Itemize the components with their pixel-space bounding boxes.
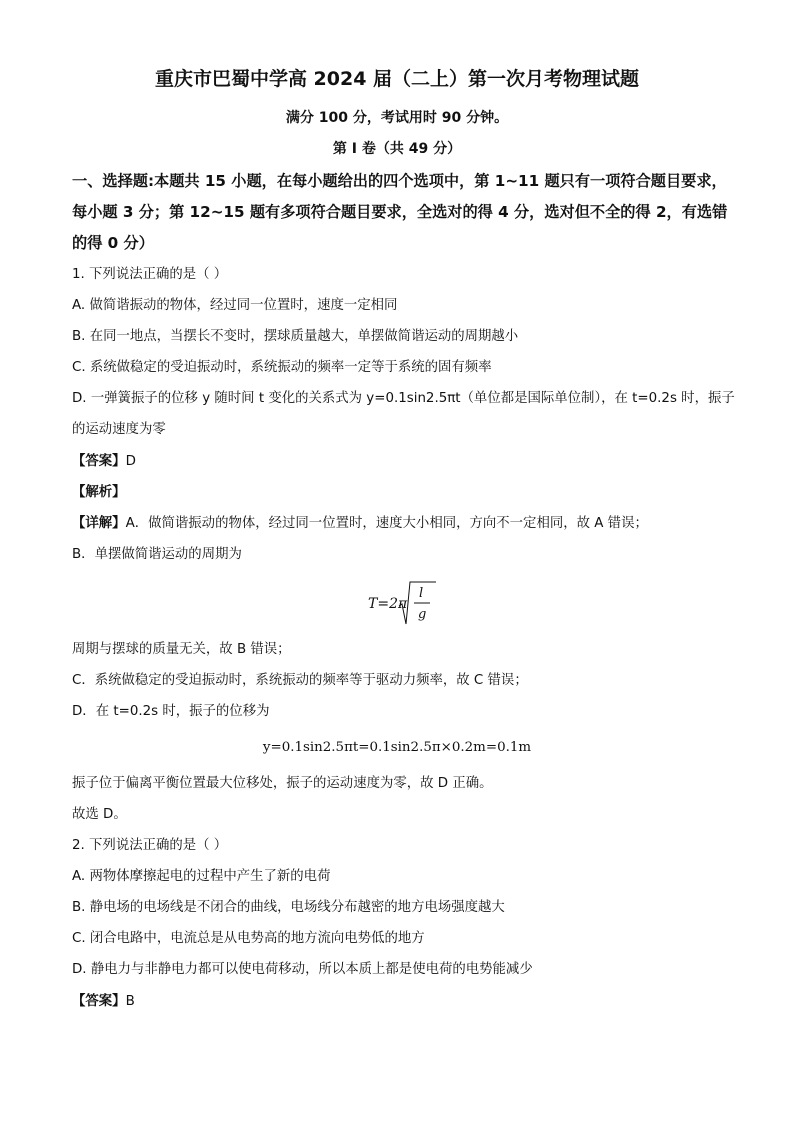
q1-analysis-label: 【解析】 — [72, 485, 126, 500]
q1-option-c: C. 系统做稳定的受迫振动时，系统振动的频率一定等于系统的固有频率 — [72, 360, 492, 375]
q1-stem: 1. 下列说法正确的是（ ） — [72, 267, 228, 282]
q1-detail-b2: 周期与摆球的质量无关，故 B 错误； — [72, 642, 291, 657]
answer-value: B — [125, 994, 135, 1009]
q2-option-a: A. 两物体摩擦起电的过程中产生了新的电荷 — [72, 869, 331, 884]
q2-option-c: C. 闭合电路中，电流总是从电势高的地方流向电势低的地方 — [72, 931, 425, 946]
section-instructions-line-2: 每小题 3 分；第 12~15 题有多项符合题目要求，全选对的得 4 分，选对但不全的得 2，有选错 — [72, 203, 728, 221]
section-instructions-line-3: 的得 0 分） — [72, 234, 154, 252]
q1-option-b: B. 在同一地点，当摆长不变时，摆球质量越大，单摆做简谐运动的周期越小 — [72, 329, 519, 344]
q1-detail-c: C．系统做稳定的受迫振动时，系统振动的频率等于驱动力频率，故 C 错误； — [72, 673, 528, 688]
pendulum-period-formula — [368, 578, 448, 630]
q1-detail-d2: 振子位于偏离平衡位置最大位移处，振子的运动速度为零，故 D 正确。 — [72, 776, 493, 791]
answer-label: 【答案】 — [72, 994, 126, 1009]
q1-option-a: A. 做简谐振动的物体，经过同一位置时，速度一定相同 — [72, 298, 398, 313]
displacement-formula: y=0.1sin2.5πt=0.1sin2.5π×0.2m=0.1m — [262, 740, 532, 755]
volume-heading: 第 I 卷（共 49 分） — [332, 141, 462, 157]
formula-t-2pi: T=2π — [368, 596, 408, 612]
answer-label: 【答案】 — [72, 454, 126, 469]
section-instructions-line-1: 一、选择题:本题共 15 小题，在每小题给出的四个选项中，第 1~11 题只有一项符合题目要求， — [72, 172, 727, 190]
q2-option-d: D. 静电力与非静电力都可以使电荷移动，所以本质上都是使电荷的电势能减少 — [72, 962, 533, 977]
detail-label: 【详解】 — [72, 516, 126, 531]
q1-detail-d: D．在 t=0.2s 时，振子的位移为 — [72, 704, 270, 719]
q1-option-d-line-1: D. 一弹簧振子的位移 y 随时间 t 变化的关系式为 y=0.1sin2.5πt（单位都是国际单位制），在 t=0.2s 时，振子 — [72, 391, 735, 406]
q1-detail-b: B．单摆做简谐运动的周期为 — [72, 547, 242, 562]
exam-subtitle: 满分 100 分，考试用时 90 分钟。 — [285, 110, 509, 126]
detail-a-text: A．做简谐振动的物体，经过同一位置时，速度大小相同，方向不一定相同，故 A 错误； — [125, 516, 648, 531]
exam-title: 重庆市巴蜀中学高 2024 届（二上）第一次月考物理试题 — [154, 68, 640, 90]
q1-detail-a — [72, 515, 648, 533]
formula-gravity-g: g — [418, 607, 427, 622]
q2-option-b: B. 静电场的电场线是不闭合的曲线，电场线分布越密的地方电场强度越大 — [72, 900, 505, 915]
q1-answer — [72, 453, 136, 471]
q2-answer — [72, 993, 135, 1011]
q2-stem: 2. 下列说法正确的是（ ） — [72, 838, 228, 853]
answer-value: D — [125, 454, 136, 469]
q1-option-d-line-2: 的运动速度为零 — [72, 422, 166, 437]
formula-length-l: l — [419, 586, 424, 601]
q1-conclusion: 故选 D。 — [72, 807, 127, 822]
